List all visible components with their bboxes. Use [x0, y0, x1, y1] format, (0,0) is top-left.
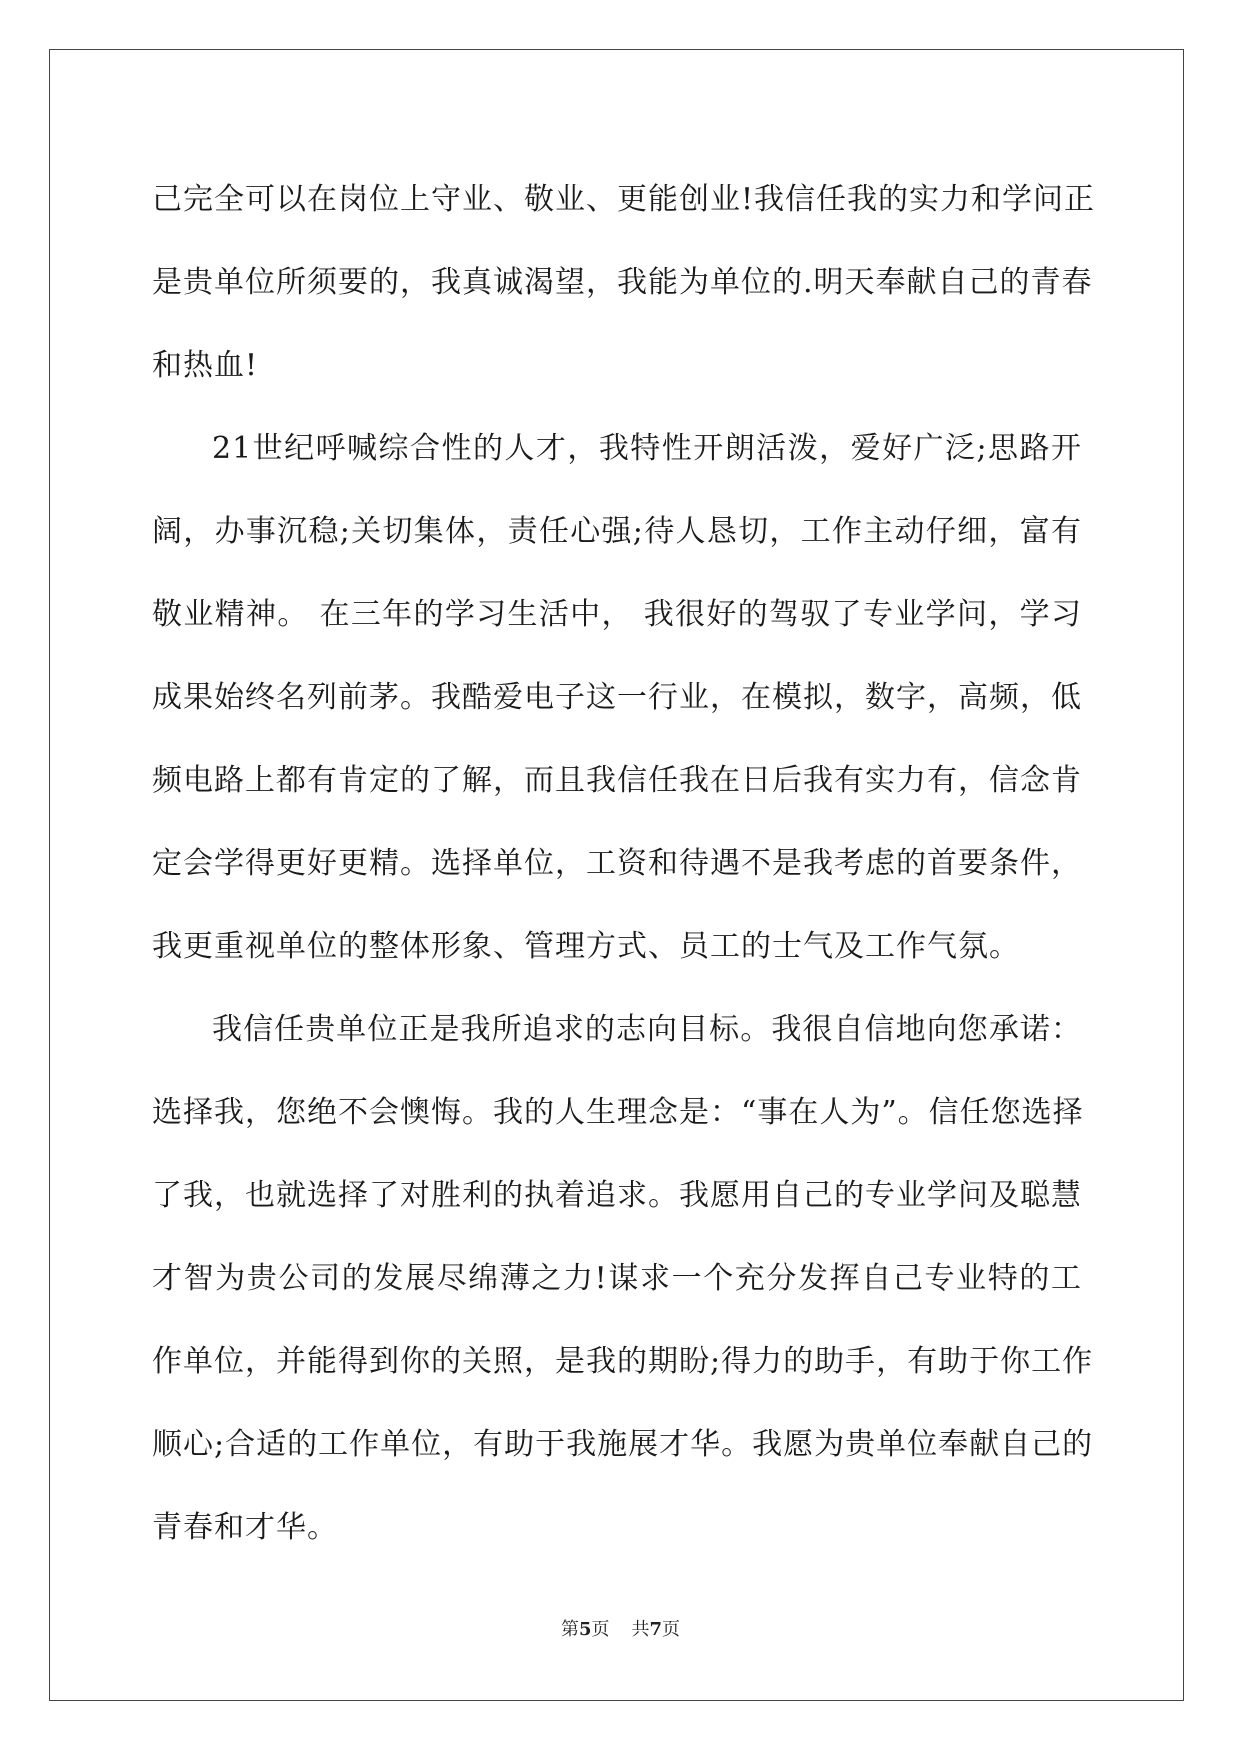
page-footer [0, 1615, 1241, 1641]
total-suffix: 页 [662, 1619, 681, 1640]
page-suffix: 页 [591, 1619, 610, 1640]
paragraph-3-line-6: 顺心;合适的工作单位，有助于我施展才华。我愿为贵单位奉献自己的 [152, 1427, 1094, 1462]
paragraph-2-line-7: 我更重视单位的整体形象、管理方式、员工的士气及工作气氛。 [152, 929, 1020, 964]
paragraph-3-line-1: 我信任贵单位正是我所追求的志向目标。我很自信地向您承诺： [212, 1012, 1082, 1047]
paragraph-3-line-4: 才智为贵公司的发展尽绵薄之力!谋求一个充分发挥自己专业特的工 [152, 1261, 1082, 1296]
paragraph-2-line-2: 阔，办事沉稳;关切集体，责任心强;待人恳切，工作主动仔细，富有 [152, 514, 1082, 549]
page-current: 5 [578, 1619, 592, 1640]
paragraph-3-line-7: 青春和才华。 [152, 1510, 338, 1545]
paragraph-2-line-6: 定会学得更好更精。选择单位，工资和待遇不是我考虑的首要条件， [152, 846, 1082, 881]
paragraph-3-line-3: 了我，也就选择了对胜利的执着追求。我愿用自己的专业学问及聪慧 [152, 1178, 1082, 1213]
document-body [152, 158, 1096, 1569]
page-prefix: 第 [560, 1619, 579, 1640]
paragraph-2-line-4: 成果始终名列前茅。我酷爱电子这一行业，在模拟，数字，高频，低 [152, 680, 1082, 715]
paragraph-3-line-5: 作单位，并能得到你的关照，是我的期盼;得力的助手，有助于你工作 [152, 1344, 1094, 1379]
paragraph-2-line-1: 21世纪呼喊综合性的人才，我特性开朗活泼，爱好广泛;思路开 [212, 431, 1082, 466]
page-total: 7 [649, 1619, 663, 1640]
paragraph-3-line-2: 选择我，您绝不会懊悔。我的人生理念是：“事在人为”。信任您选择 [152, 1095, 1084, 1130]
paragraph-2-line-3: 敬业精神。 在三年的学习生活中， 我很好的驾驭了专业学问，学习 [152, 597, 1082, 632]
total-prefix: 共 [631, 1619, 650, 1640]
paragraph-1-line-1: 己完全可以在岗位上守业、敬业、更能创业!我信任我的实力和学问正 [152, 182, 1096, 217]
paragraph-1-line-3: 和热血! [152, 348, 259, 383]
paragraph-2-line-5: 频电路上都有肯定的了解，而且我信任我在日后我有实力有，信念肯 [152, 763, 1082, 798]
paragraph-1-line-2: 是贵单位所须要的，我真诚渴望，我能为单位的.明天奉献自己的青春 [152, 265, 1093, 300]
